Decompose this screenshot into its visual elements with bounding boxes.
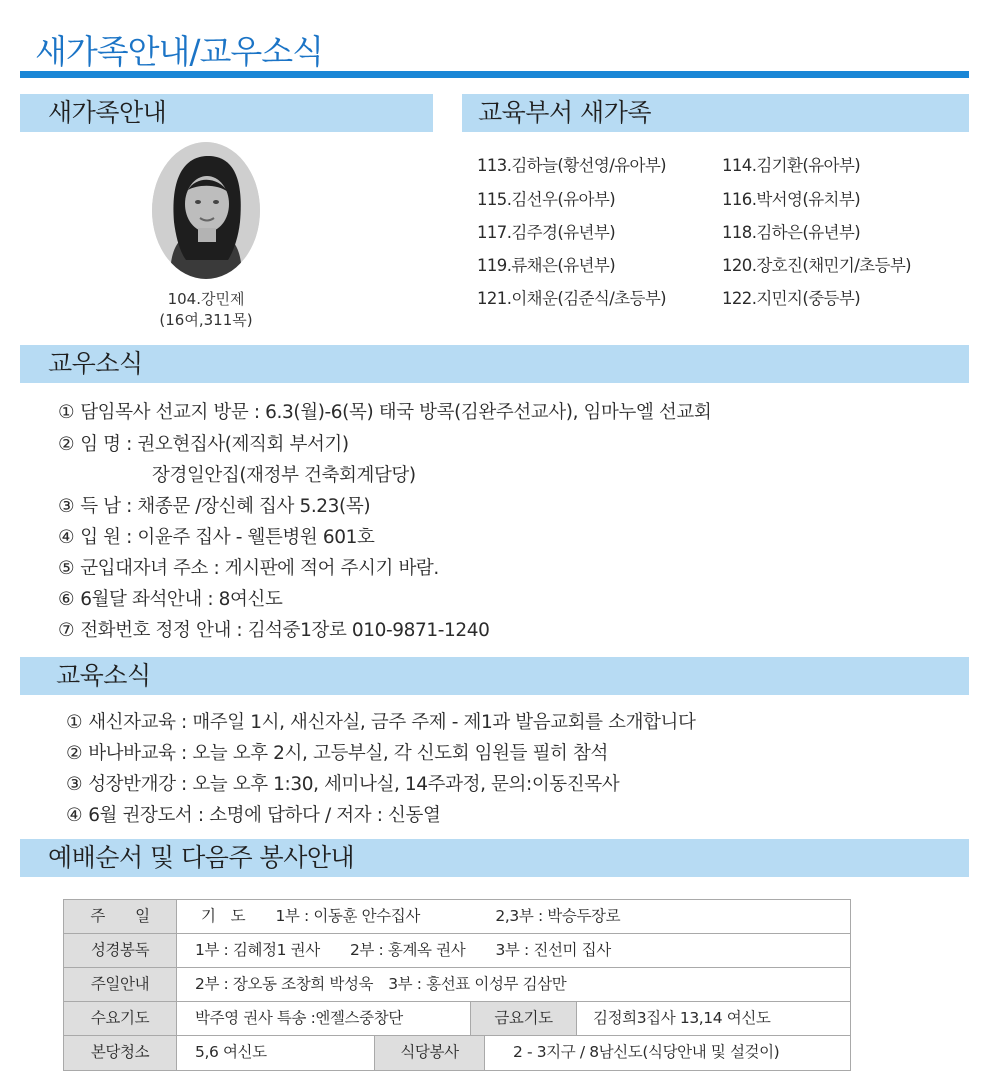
table-row-label: 식당봉사 <box>374 1036 485 1070</box>
table-row-value: 2부 : 장오동 조창희 박성욱 3부 : 홍선표 이성무 김삼만 <box>195 975 567 993</box>
church-news-line <box>58 585 282 611</box>
church-news-line <box>58 430 349 456</box>
education-news-line <box>66 770 619 796</box>
list-text: 장경일안집(재정부 건축회계담당) <box>152 465 416 486</box>
table-row-value: 5,6 여신도 <box>195 1043 267 1061</box>
church-news-line <box>152 461 416 487</box>
edu-new-family-header <box>462 94 969 132</box>
list-number: ② <box>66 743 83 764</box>
table-row-value: 기 도 1부 : 이동훈 안수집사 2,3부 : 박승두장로 <box>201 907 621 925</box>
table-row-value: 2 - 3지구 / 8남신도(식당안내 및 설겆이) <box>513 1043 780 1061</box>
list-number: ⑥ <box>58 589 75 610</box>
education-news-line <box>66 739 608 765</box>
list-number: ③ <box>58 496 75 517</box>
list-text: 새신자교육 : 매주일 1시, 새신자실, 금주 주제 - 제1과 발음교회를 소개합니다 <box>88 712 696 733</box>
table-row <box>64 1002 850 1036</box>
edu-family-item: 115.김선우(유아부) <box>477 190 616 209</box>
edu-family-item: 119.류채은(유년부) <box>477 256 616 275</box>
list-text: 득 남 : 채종문 /장신혜 집사 5.23(목) <box>80 496 371 517</box>
edu-family-item: 120.장호진(채민기/초등부) <box>722 256 912 275</box>
title-divider <box>20 71 969 78</box>
table-row <box>64 900 850 934</box>
table-row-value: 김정희3집사 13,14 여신도 <box>593 1009 771 1027</box>
list-number: ⑤ <box>58 558 75 579</box>
list-number: ⑦ <box>58 620 75 641</box>
education-news-header <box>20 657 969 695</box>
church-news-line <box>58 492 370 518</box>
list-number: ① <box>66 712 83 733</box>
photo-caption-info: (16여,311목) <box>159 311 253 329</box>
table-row-value: 박주영 권사 특송 :엔젤스중창단 <box>195 1009 403 1027</box>
new-family-heading: 새가족안내 <box>48 98 167 127</box>
table-row-label: 성경봉독 <box>64 934 177 967</box>
edu-family-item: 117.김주경(유년부) <box>477 223 616 242</box>
list-text: 6월 권장도서 : 소명에 답하다 / 저자 : 신동열 <box>88 805 441 826</box>
table-row-label: 주 일 <box>64 900 177 933</box>
service-schedule-table <box>63 899 851 1071</box>
church-news-line <box>58 616 490 642</box>
photo-caption-name: 104.강민제 <box>167 290 245 308</box>
church-news-line <box>58 554 439 580</box>
edu-family-item: 121.이채운(김준식/초등부) <box>477 289 667 308</box>
edu-family-item: 116.박서영(유치부) <box>722 190 861 209</box>
list-text: 성장반개강 : 오늘 오후 1:30, 세미나실, 14주과정, 문의:이동진목사 <box>88 774 620 795</box>
table-row <box>64 968 850 1002</box>
list-text: 6월달 좌석안내 : 8여신도 <box>80 589 283 610</box>
new-family-header <box>20 94 433 132</box>
edu-family-item: 113.김하늘(황선영/유아부) <box>477 156 667 175</box>
list-text: 전화번호 정정 안내 : 김석중1장로 010-9871-1240 <box>80 620 490 641</box>
education-news-line <box>66 708 695 734</box>
edu-family-item: 122.지민지(중등부) <box>722 289 861 308</box>
table-row-value: 1부 : 김혜정1 권사 2부 : 홍계옥 권사 3부 : 진선미 집사 <box>195 941 611 959</box>
list-number: ② <box>58 434 75 455</box>
education-news-line <box>66 801 440 827</box>
table-row-label: 본당청소 <box>64 1036 177 1070</box>
edu-family-item: 114.김기환(유아부) <box>722 156 861 175</box>
list-number: ③ <box>66 774 83 795</box>
member-photo-image <box>152 142 260 279</box>
list-number: ④ <box>66 805 83 826</box>
schedule-heading: 예배순서 및 다음주 봉사안내 <box>48 843 355 872</box>
table-row-label: 금요기도 <box>470 1002 577 1035</box>
edu-new-family-heading: 교육부서 새가족 <box>478 98 651 127</box>
table-row-label: 수요기도 <box>64 1002 177 1035</box>
table-row-label: 주일안내 <box>64 968 177 1001</box>
list-text: 입 원 : 이윤주 집사 - 웰튼병원 601호 <box>80 527 375 548</box>
church-news-line <box>58 523 374 549</box>
table-row <box>64 1036 850 1070</box>
list-text: 군입대자녀 주소 : 게시판에 적어 주시기 바람. <box>80 558 439 579</box>
church-news-heading: 교우소식 <box>48 349 143 378</box>
list-text: 바나바교육 : 오늘 오후 2시, 고등부실, 각 신도회 임원들 필히 참석 <box>88 743 608 764</box>
page-title: 새가족안내/교우소식 <box>35 32 324 71</box>
member-photo <box>152 142 260 279</box>
schedule-header <box>20 839 969 877</box>
list-text: 임 명 : 권오현집사(제직회 부서기) <box>80 434 349 455</box>
list-number: ④ <box>58 527 75 548</box>
edu-family-item: 118.김하은(유년부) <box>722 223 861 242</box>
list-number: ① <box>58 402 75 423</box>
list-text: 담임목사 선교지 방문 : 6.3(월)-6(목) 태국 방콕(김완주선교사), 임마누엘 선교회 <box>80 402 712 423</box>
church-news-line <box>58 398 711 424</box>
education-news-heading: 교육소식 <box>56 661 151 690</box>
church-news-header <box>20 345 969 383</box>
table-row <box>64 934 850 968</box>
